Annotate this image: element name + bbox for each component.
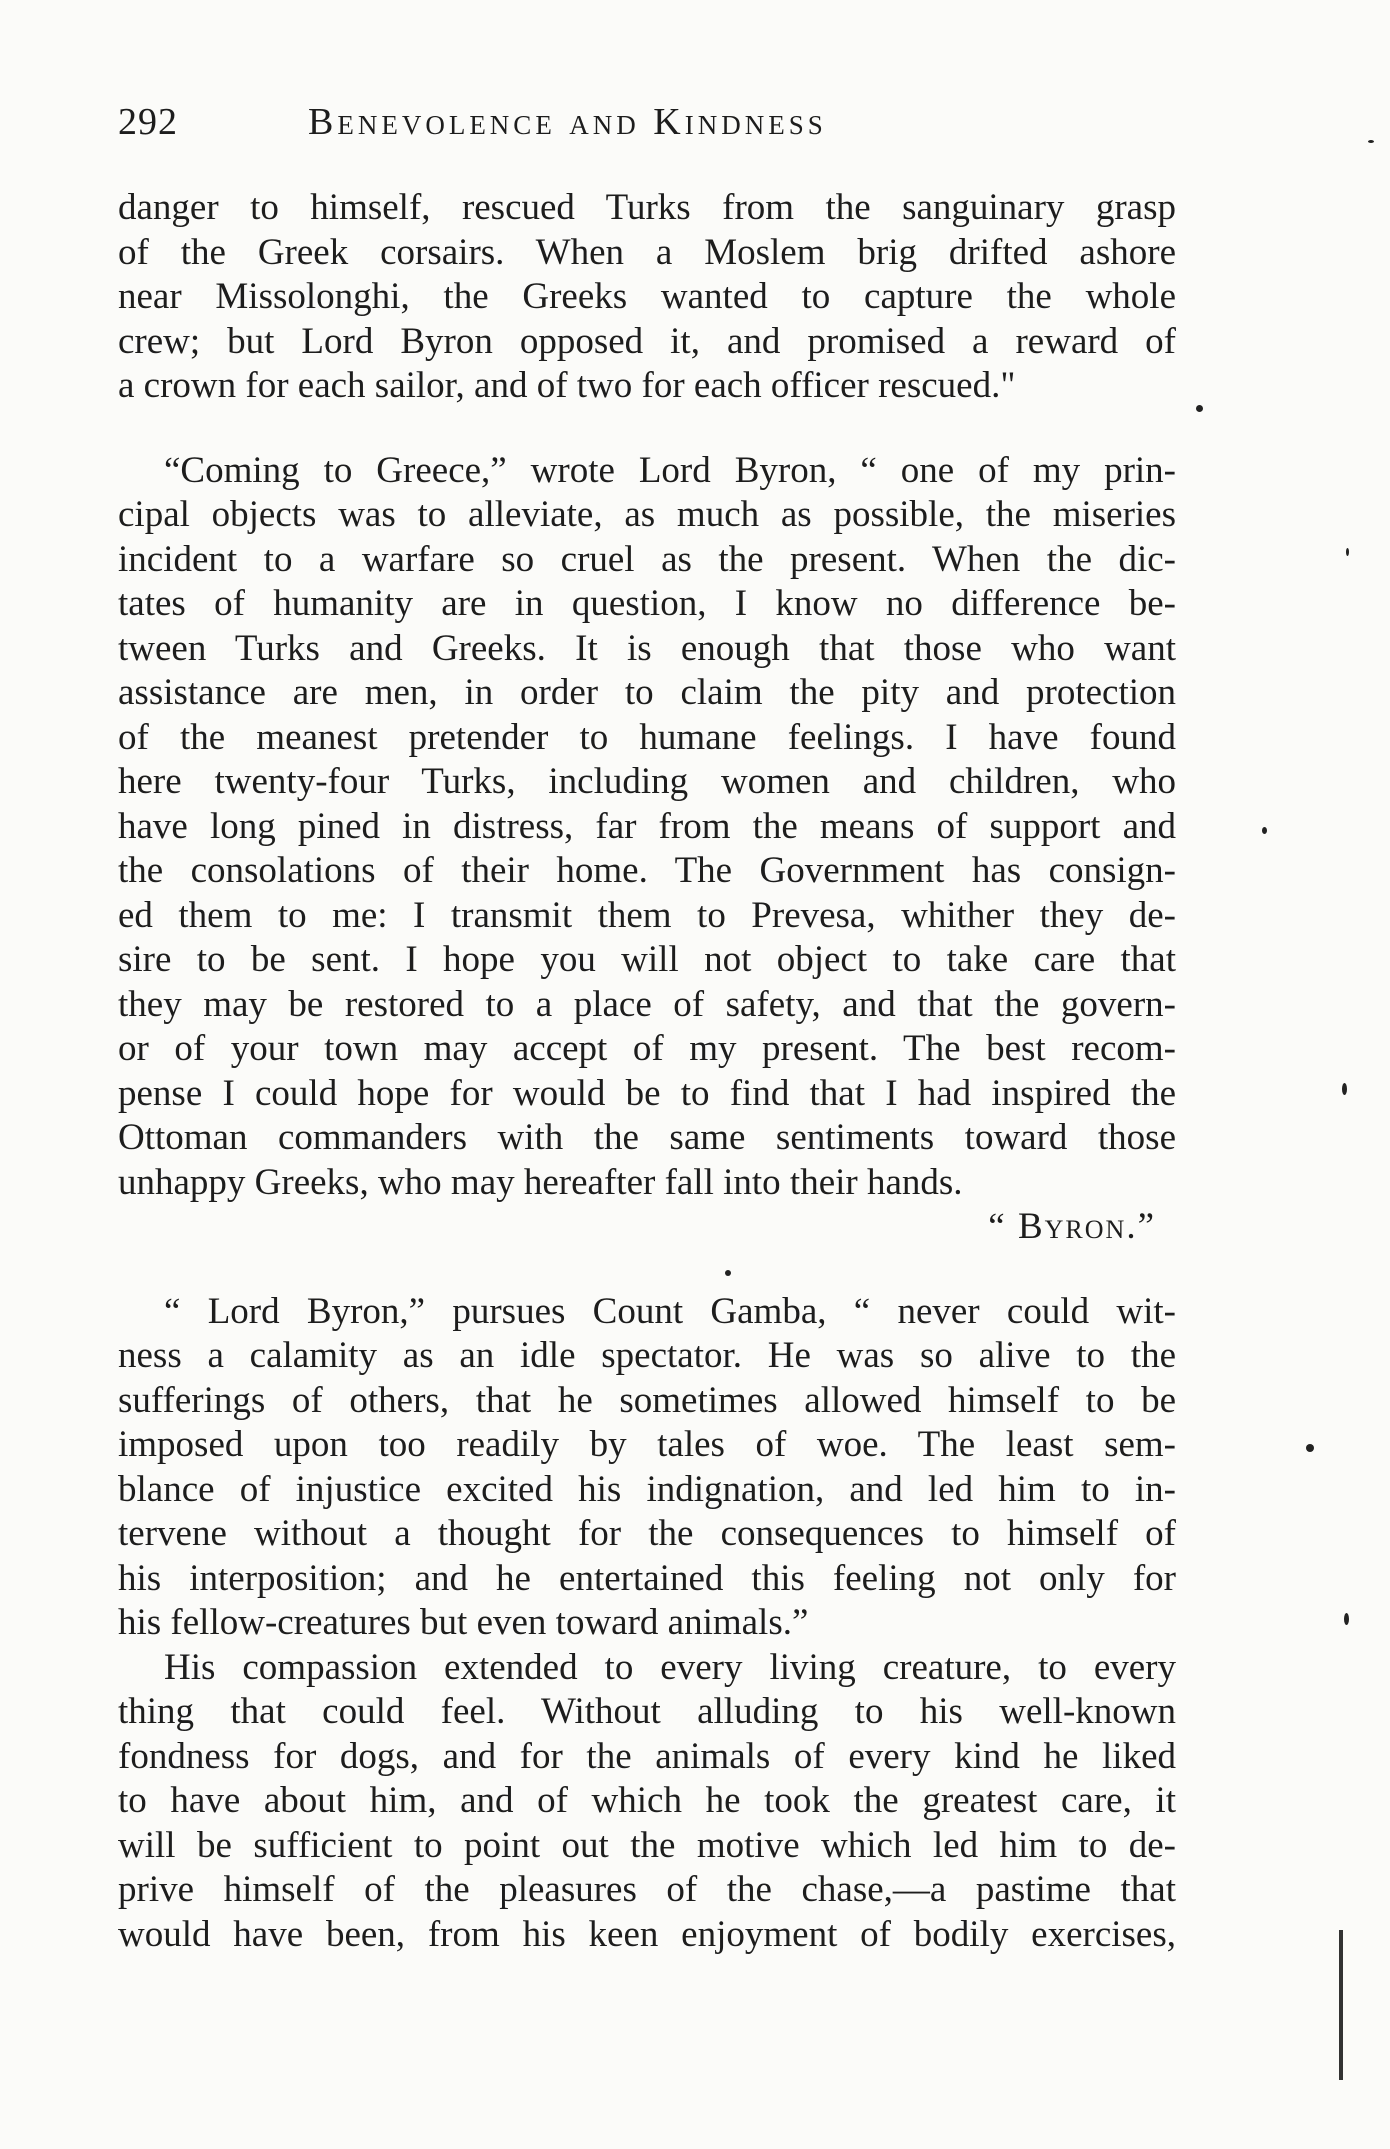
scan-speck xyxy=(725,1270,731,1276)
text-line: cipal objects was to alleviate, as much as possible, the miseries xyxy=(118,494,1176,535)
text-line: imposed upon too readily by tales of woe. The least sem- xyxy=(118,1424,1176,1465)
paragraph-gap xyxy=(118,1250,1176,1290)
text-line: His compassion extended to every living creature, to every xyxy=(164,1646,1176,1688)
body-text xyxy=(118,186,1176,1957)
page-header xyxy=(118,100,1018,160)
scan-speck xyxy=(1346,548,1349,556)
scan-speck xyxy=(1306,1444,1314,1452)
text-line: the consolations of their home. The Government has consign- xyxy=(118,850,1176,891)
text-line: near Missolonghi, the Greeks wanted to capture the whole xyxy=(118,276,1176,317)
text-line: of the Greek corsairs. When a Moslem brig drifted ashore xyxy=(118,231,1176,273)
text-line: his interposition; and he entertained this feeling not only for xyxy=(118,1557,1176,1599)
scan-speck xyxy=(1342,1083,1347,1095)
text-line: of the meanest pretender to humane feelings. I have found xyxy=(118,716,1176,758)
text-line: incident to a warfare so cruel as the present. When the dic- xyxy=(118,538,1176,580)
scan-speck xyxy=(1262,827,1267,834)
text-line: they may be restored to a place of safety, and that the govern- xyxy=(118,983,1176,1025)
paragraph-1 xyxy=(118,186,1176,409)
text-line: here twenty-four Turks, including women and children, who xyxy=(118,761,1176,802)
text-line: would have been, from his keen enjoyment of bodily exercises, xyxy=(118,1913,1176,1955)
text-line: sufferings of others, that he sometimes allowed himself to be xyxy=(118,1379,1176,1421)
text-line: prive himself of the pleasures of the chase,—a pastime that xyxy=(118,1869,1176,1910)
text-line: to have about him, and of which he took the greatest care, it xyxy=(118,1780,1176,1821)
running-title: Benevolence and Kindness xyxy=(308,101,827,143)
text-line: danger to himself, rescued Turks from the sanguinary grasp xyxy=(118,187,1176,228)
text-line: tates of humanity are in question, I know no difference be- xyxy=(118,583,1176,624)
paragraph-3 xyxy=(118,1290,1176,1646)
scan-speck xyxy=(1368,140,1374,143)
scan-speck xyxy=(1196,405,1203,412)
text-line: ed them to me: I transmit them to Prevesa, whither they de- xyxy=(118,894,1176,936)
text-line: a crown for each sailor, and of two for each officer rescued." xyxy=(118,365,1016,406)
text-line: thing that could feel. Without alluding to his well-known xyxy=(118,1691,1176,1732)
text-line: have long pined in distress, far from the means of support and xyxy=(118,805,1176,847)
text-line: “ Lord Byron,” pursues Count Gamba, “ never could wit- xyxy=(164,1290,1176,1332)
text-line: his fellow-creatures but even toward animals.” xyxy=(118,1602,809,1643)
text-line: or of your town may accept of my present. The best recom- xyxy=(118,1028,1176,1069)
text-line: tween Turks and Greeks. It is enough that those who want xyxy=(118,627,1176,669)
text-line: Ottoman commanders with the same sentiments toward those xyxy=(118,1117,1176,1158)
text-line: “Coming to Greece,” wrote Lord Byron, “ one of my prin- xyxy=(164,449,1176,491)
page-number: 292 xyxy=(118,101,178,143)
scan-edge-mark xyxy=(1339,1930,1343,2080)
text-line: assistance are men, in order to claim the pity and protection xyxy=(118,672,1176,713)
paragraph-gap xyxy=(118,409,1176,449)
text-line: fondness for dogs, and for the animals of every kind he liked xyxy=(118,1735,1176,1777)
paragraph-4 xyxy=(118,1646,1176,1958)
text-line: pense I could hope for would be to find that I had inspired the xyxy=(118,1072,1176,1114)
text-line: blance of injustice excited his indignation, and led him to in- xyxy=(118,1468,1176,1510)
text-line: ness a calamity as an idle spectator. He was so alive to the xyxy=(118,1335,1176,1376)
text-line: will be sufficient to point out the motive which led him to de- xyxy=(118,1824,1176,1866)
text-line: sire to be sent. I hope you will not object to take care that xyxy=(118,939,1176,980)
paragraph-2-letter xyxy=(118,449,1176,1250)
text-line: tervene without a thought for the consequences to himself of xyxy=(118,1513,1176,1554)
text-line: unhappy Greeks, who may hereafter fall into their hands. xyxy=(118,1161,963,1203)
letter-signature: “ Byron.” xyxy=(988,1206,1156,1247)
text-line: crew; but Lord Byron opposed it, and promised a reward of xyxy=(118,320,1176,362)
scan-speck xyxy=(1344,1613,1349,1625)
